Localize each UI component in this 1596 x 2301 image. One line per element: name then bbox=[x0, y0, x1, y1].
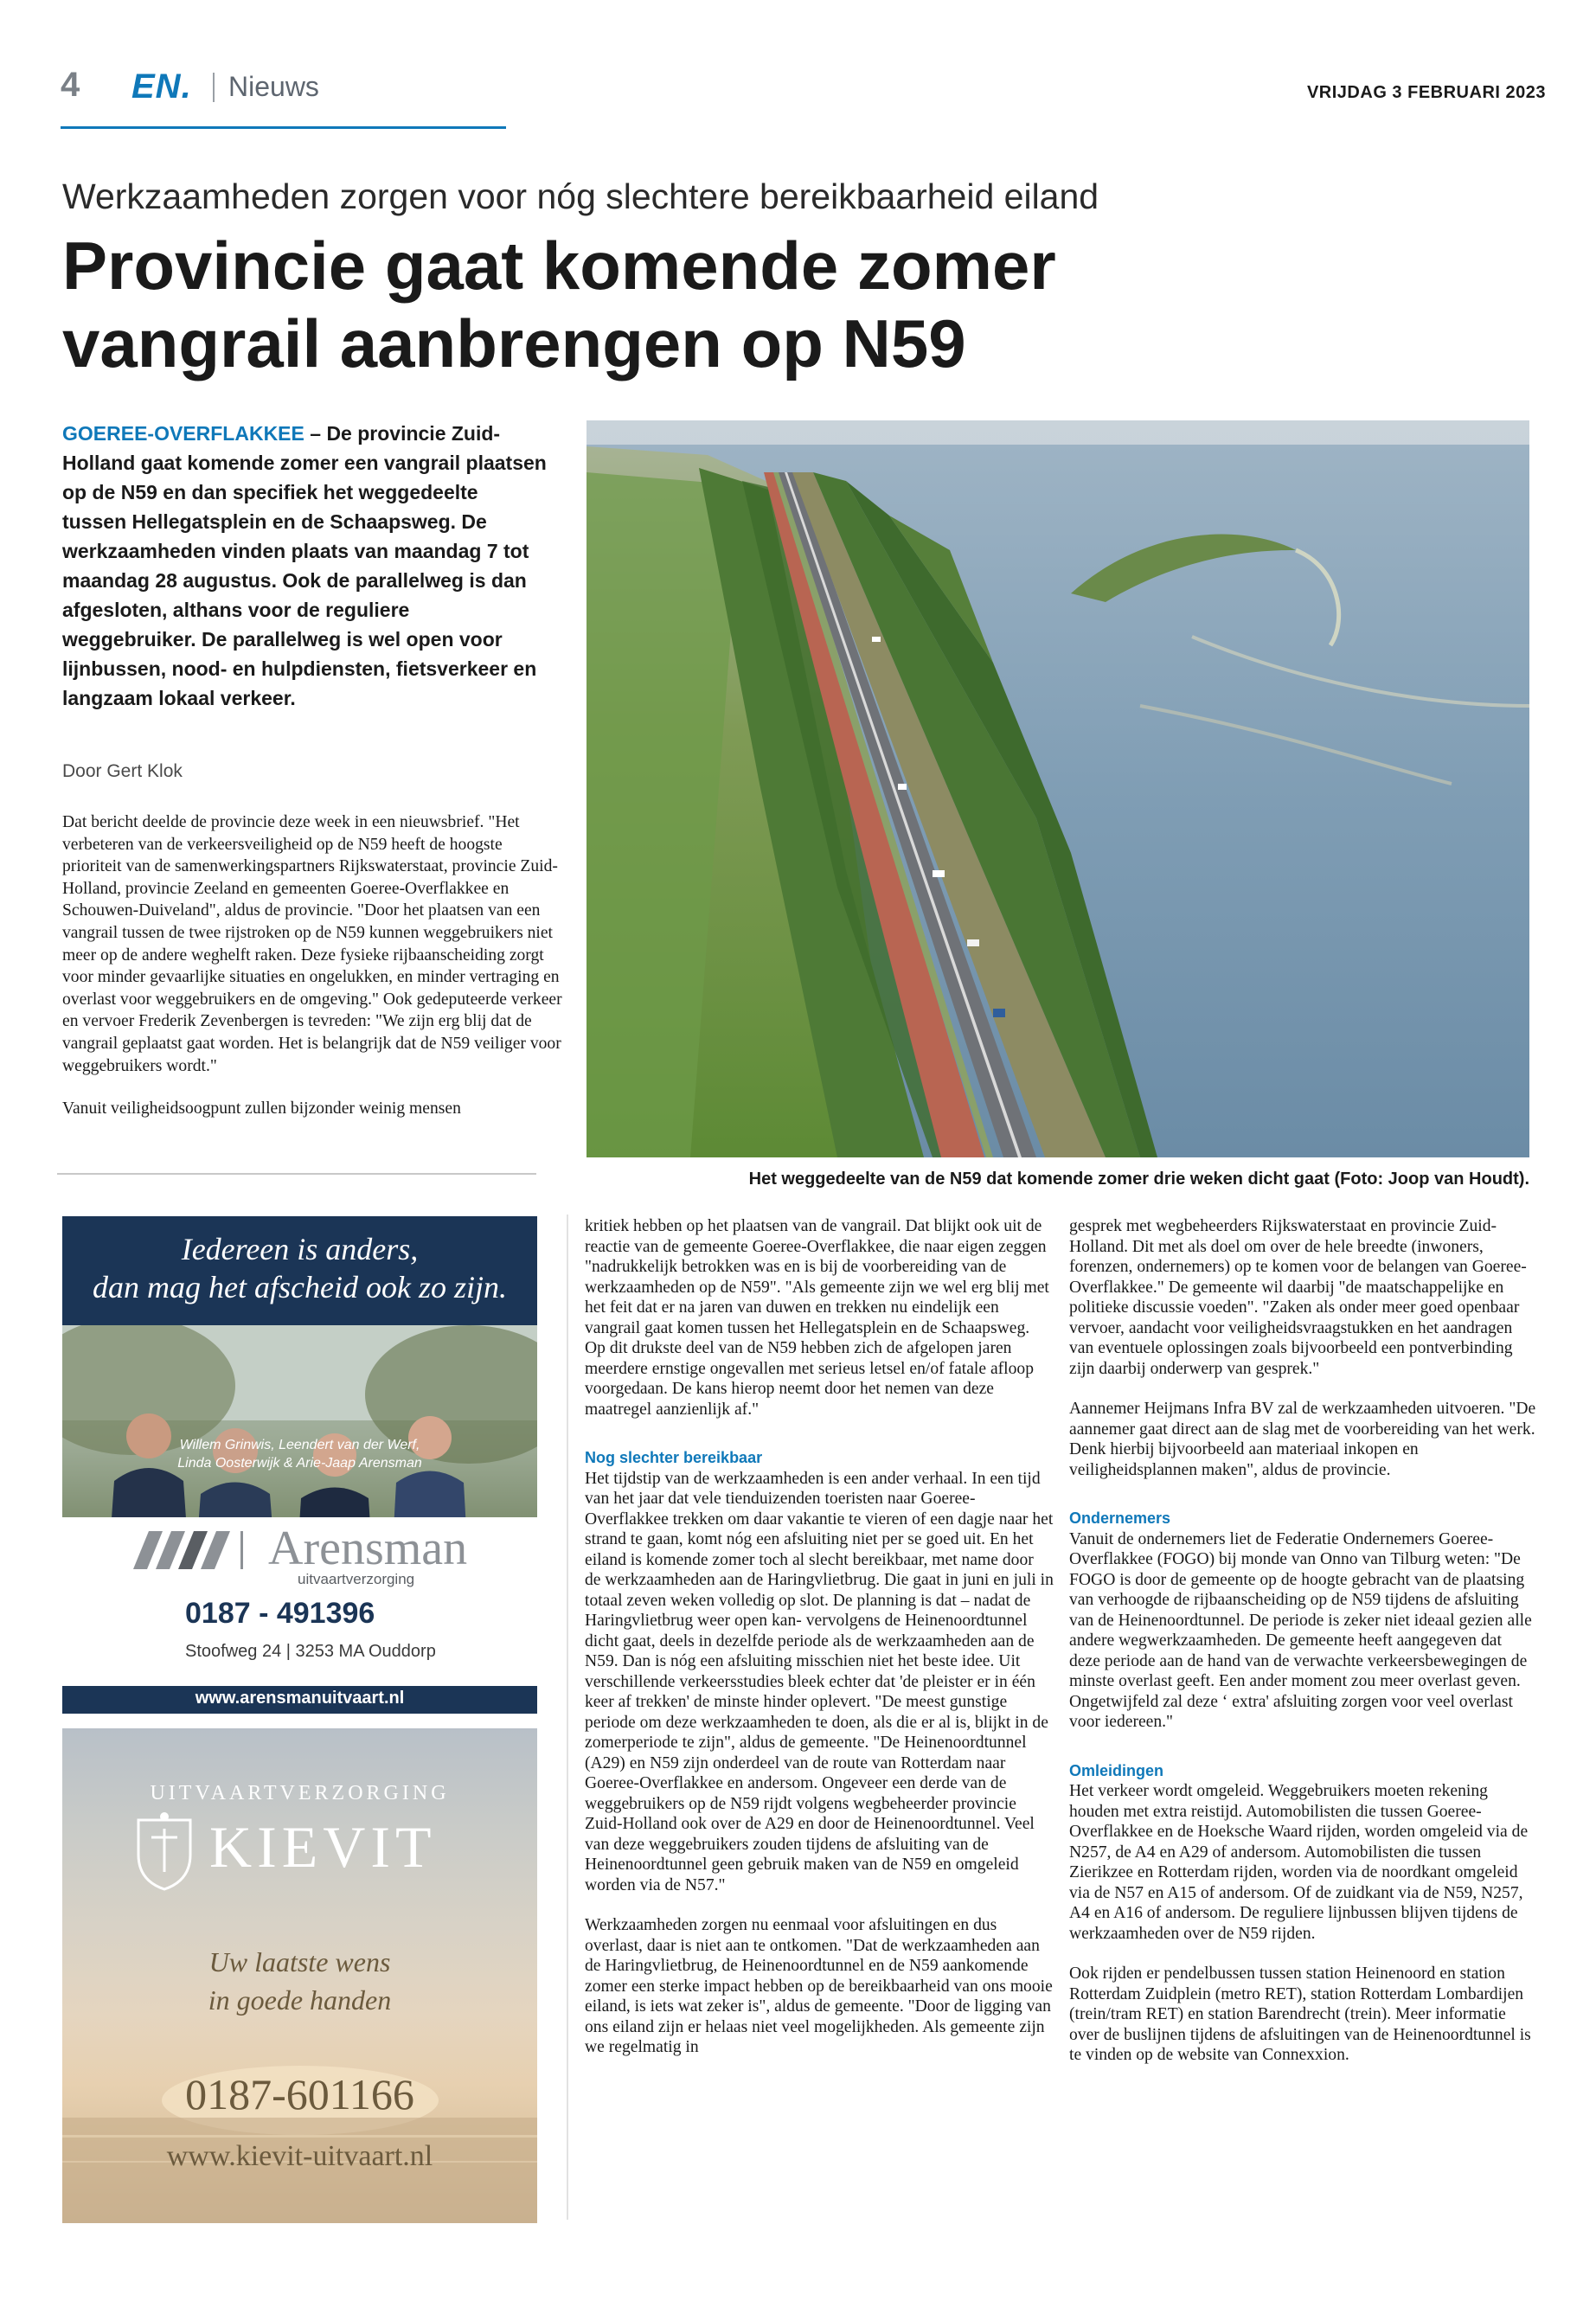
dateline-place: GOEREE-OVERFLAKKEE bbox=[62, 422, 304, 445]
slogan-line-2: dan mag het afscheid ook zo zijn. bbox=[93, 1270, 507, 1304]
column-3-paragraph-2: Aannemer Heijmans Infra BV zal de werkzaamheden uitvoeren. "De aannemer gaat direct aan de slag met de voorbereiding van het werk. Denk hierbij bijvoorbeeld aan materiaal inkopen en veiligheidsplannen maken", aldus de provincie. bbox=[1069, 1400, 1536, 1479]
column-3-paragraph-1: gesprek met wegbeheerders Rijkswaterstaat en provincie Zuid-Holland. Dit met als doel om over de hele breedte (inwoners, forenzen, ondernemers) op te komen voor de belangen van Goeree-Overflakkee." De gemeente wil daarbij "de maatschappelijke en politieke discussie voeden". "Zaken als onder meer goed openbaar vervoer, aandacht voor veiligheidsvraagstukken en het aandragen van eventuele oplossingen zoals bijvoorbeeld een pontverbinding zijn daarbij onderwerp van gesprek." bbox=[1069, 1217, 1527, 1378]
column-3-paragraph-5: Ook rijden er pendelbussen tussen station Heinenoord en station Rotterdam Zuidplein (metro RET), station Rotterdam Lombardijen (trein/tram RET) en station Barendrecht (trein). Meer informatie over de buslijnen tijdens de afsluitingen van de Heinenoordtunnel is te vinden op de website van Connexxion. bbox=[1069, 1965, 1531, 2064]
column-separator bbox=[567, 1215, 568, 2220]
aerial-photo-n59 bbox=[586, 420, 1529, 1157]
subhead-ondernemers: Ondernemers bbox=[1069, 1509, 1171, 1527]
ad-arensman-url[interactable]: www.arensmanuitvaart.nl bbox=[195, 1689, 405, 1708]
column-3-paragraph-4: Het verkeer wordt omgeleid. Weggebruikers moeten rekening houden met extra reistijd. Automobilisten die tussen Goeree-Overflakkee en de Hoeksche Waard rijden, worden omgeleid via de N257, de A4 en A29 of andersom. Automobilisten die tussen Zierikzee en Rotterdam rijden, worden via de noordkant omgeleid via de N57 en A15 of andersom. Of de zuidkant via de N59, N257, A4 en A16 of andersom. De reguliere lijnbussen blijven tijdens de werkzaamheden over de N59 rijden. bbox=[1069, 1782, 1529, 1943]
ad-kievit-name: KIEVIT bbox=[209, 1814, 437, 1880]
ad-arensman-subtitle: uitvaartverzorging bbox=[298, 1571, 415, 1587]
ad-arensman[interactable] bbox=[62, 1216, 537, 1714]
ad-arensman-brand: Arensman bbox=[268, 1522, 468, 1575]
kievit-slogan-line-2: in goede handen bbox=[208, 1984, 392, 2016]
article-headline bbox=[62, 227, 1360, 382]
header-divider bbox=[213, 73, 215, 102]
ad-kievit-url[interactable]: www.kievit-uitvaart.nl bbox=[166, 2140, 433, 2172]
column-2-body bbox=[585, 1216, 1054, 2058]
header-rule bbox=[61, 126, 506, 129]
article-intro bbox=[62, 419, 547, 713]
column-2-paragraph-3: Werkzaamheden zorgen nu eenmaal voor afsluitingen en dus overlast, daar is niet aan te ontkomen. "Dat de werkzaamheden aan de Haringvlietbrug, de Heinenoordtunnel en de N59 aankomende zomer een sterke impact hebben op de bereikbaarheid van ons mooie eiland, is iets wat zeker is", aldus de gemeente. "Door de ligging van ons eiland zijn er helaas niet veel mogelijkheden. Als gemeente zijn we regelmatig in bbox=[585, 1916, 1053, 2056]
column-3-paragraph-3: Vanuit de ondernemers liet de Federatie Ondernemers Goeree-Overflakkee (FOGO) bij monde van Onno van Tilburg weten: "De FOGO is door de gemeente op de hoogte gebracht van de plaatsing van verhoogde de rijbaanscheiding op de N59 tijdens de afsluiting van de Heinenoordtunnel. De periode is zeker niet ideaal gezien alle andere wegwerkzaamheden. De gemeente heeft aangegeven dat deze periode aan de hand van de verwachte verkeersbewegingen de minste overlast geeft. Een ander moment zou meer overlast geven. Ongetwijfeld zal deze ‘ extra' afsluiting zorgen voor veel overlast voor iedereen." bbox=[1069, 1529, 1532, 1731]
kievit-crest-icon bbox=[130, 1811, 199, 1891]
article-kicker: Werkzaamheden zorgen voor nóg slechtere bereikbaarheid eiland bbox=[62, 176, 1099, 216]
column-1-last-line: Vanuit veiligheidsoogpunt zullen bijzonder weinig mensen bbox=[62, 1099, 461, 1118]
intro-text: – De provincie Zuid-Holland gaat komende zomer een vangrail plaatsen op de N59 en dan specifiek het weggedeelte tussen Hellegatsplein en de Schaapsweg. De werkzaamheden vinden plaats van maandag 7 tot maandag 28 augustus. Ook de parallelweg is dan afgesloten, althans voor de reguliere weggebruiker. De parallelweg is wel open voor lijnbussen, nood- en hulpdiensten, fietsverkeer en langzaam lokaal verkeer. bbox=[62, 422, 547, 709]
column-1-rule bbox=[57, 1173, 536, 1175]
newspaper-logo[interactable]: EN. bbox=[131, 67, 192, 106]
byline: Door Gert Klok bbox=[62, 761, 183, 781]
photo-caption: Het weggedeelte van de N59 dat komende zomer drie weken dicht gaat (Foto: Joop van Houdt). bbox=[748, 1170, 1529, 1189]
headline-line-2: vangrail aanbrengen op N59 bbox=[62, 305, 966, 381]
ad-kievit-phone[interactable]: 0187-601166 bbox=[185, 2070, 414, 2118]
column-1-body bbox=[62, 811, 562, 1120]
headline-line-1: Provincie gaat komende zomer bbox=[62, 228, 1056, 304]
subhead-omleidingen: Omleidingen bbox=[1069, 1761, 1164, 1779]
slogan-line-1: Iedereen is anders, bbox=[181, 1232, 419, 1266]
ad-arensman-slogan bbox=[62, 1216, 537, 1318]
ad-kievit[interactable] bbox=[62, 1728, 537, 2223]
names-line-2: Linda Oosterwijk & Arie-Jaap Arensman bbox=[177, 1456, 422, 1471]
issue-date: VRIJDAG 3 FEBRUARI 2023 bbox=[1306, 83, 1546, 102]
column-1-paragraph: Dat bericht deelde de provincie deze week in een nieuwsbrief. "Het verbeteren van de verkeersveiligheid op de N59 heeft de hoogste prioriteit van de samenwerkingspartners Rijkswaterstaat, provincie Zuid-Holland, provincie Zeeland en gemeenten Goeree-Overflakkee en Schouwen-Duiveland", aldus de provincie. "Door het plaatsen van een vangrail tussen de twee rijstroken op de N59 kunnen weggebruikers niet meer op de andere weghelft raken. Deze fysieke rijbaanscheiding zorgt voor minder gevaarlijke situaties en ongelukken, en minder vertraging en overlast voor weggebruikers en de omgeving." Ook gedeputeerde verkeer en vervoer Frederik Zevenbergen is tevreden: "We zijn erg blij dat de vangrail geplaatst gaat worden. Het is belangrijk dat de N59 veiliger voor weggebruikers wordt." bbox=[62, 813, 562, 1075]
ad-arensman-phone[interactable]: 0187 - 491396 bbox=[185, 1597, 375, 1630]
names-line-1: Willem Grinwis, Leendert van der Werf, bbox=[179, 1438, 420, 1452]
page-number: 4 bbox=[61, 66, 80, 104]
column-3-body bbox=[1069, 1216, 1536, 2066]
ad-arensman-address: Stoofweg 24 | 3253 MA Ouddorp bbox=[185, 1642, 436, 1661]
column-2-paragraph-2: Het tijdstip van de werkzaamheden is een ander verhaal. In een tijd van het jaar dat vele tienduizenden toeristen naar Goeree-Overflakkee trekken om daar vakantie te vieren of een dagje naar het strand te gaan, komt nóg een afsluiting niet per se goed uit. En het eiland is komende zomer toch al slecht bereikbaar, met name door de werkzaamheden aan de Haringvlietbrug. Die gaat in juni en juli in totaal zeven weken volledig op slot. De planning is dat – nadat de Haringvlietbrug weer open kan- vervolgens de Heinenoordtunnel dicht gaat, deels in dezelfde periode als de werkzaamheden aan de N59. Dan is nóg een afsluiting misschien niet het beste idee. Uit verschillende verkeersstudies bleek echter dat 'de pleister er in één keer af trekken' de minste hinder oplevert. "De meest gunstige periode om deze werkzaamheden te doen, als die er al is, blijkt in de zomerperiode te zijn", aldus de gemeente. "De Heinenoordtunnel (A29) en N59 zijn onderdeel van de route van Rotterdam naar Goeree-Overflakkee en andersom. Ongeveer een derde van de weggebruikers op de N59 rijdt volgens wegbeheerder provincie Zuid-Holland ook over de A29 en door de Heinenoordtunnel. Veel van deze weggebruikers zouden tijdens de afsluiting van de Heinenoordtunnel geen gebruik maken van de N59 en omgeleid worden via de N57." bbox=[585, 1469, 1054, 1894]
arensman-logo-icon bbox=[133, 1528, 263, 1571]
column-2-paragraph-1: kritiek hebben op het plaatsen van de vangrail. Dat blijkt ook uit de reactie van de gemeente Goeree-Overflakkee, die naar eigen zeggen "nadrukkelijk betrokken was en is bij de voorbereiding van de werkzaamheden op de N59". "Als gemeente zijn we wel erg blij met het feit dat er na jaren van duwen en trekken nu eindelijk een vangrail gaat komen tussen het Hellegatsplein en de Schaapsweg. Op dit drukste deel van de N59 hebben zich de afgelopen jaren meerdere ernstige ongevallen met serieus letsel en/of fatale afloop voorgedaan. De kans hierop neemt door het nemen van deze maatregel aanzienlijk af." bbox=[585, 1217, 1049, 1419]
ad-arensman-names bbox=[62, 1436, 537, 1472]
section-label[interactable]: Nieuws bbox=[228, 71, 319, 102]
subhead-nog-slechter: Nog slechter bereikbaar bbox=[585, 1449, 763, 1466]
kievit-slogan-line-1: Uw laatste wens bbox=[208, 1946, 391, 1977]
ad-kievit-topline: UITVAARTVERZORGING bbox=[150, 1782, 450, 1804]
ad-kievit-slogan bbox=[62, 1943, 537, 2019]
